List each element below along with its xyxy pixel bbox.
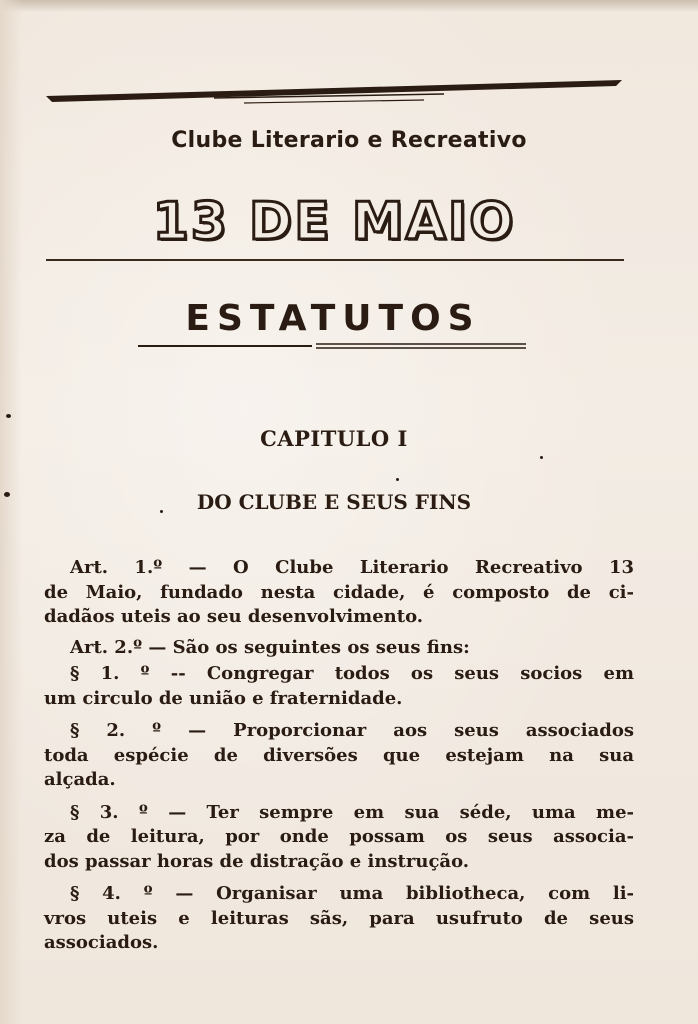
section-heading: DO CLUBE E SEUS FINS	[196, 490, 472, 514]
text-line: dos passar horas de distração e instrução.	[44, 850, 470, 872]
ink-speck	[160, 510, 163, 513]
text-line: za de leitura, por onde possam os seus associa-	[44, 826, 634, 847]
ink-speck	[396, 478, 399, 481]
paragraph-4	[44, 882, 634, 956]
document-title: ESTATUTOS	[185, 298, 481, 339]
header-divider	[46, 259, 624, 261]
text-line: § 4. º — Organisar uma bibliotheca, com li-	[70, 883, 634, 904]
ink-speck	[4, 492, 10, 497]
paragraph-3	[44, 801, 634, 875]
club-title: 13 DE MAIO	[152, 192, 516, 252]
ornamental-top-rule	[44, 76, 624, 110]
paper-top-edge	[0, 0, 698, 12]
text-line: alçada.	[44, 769, 116, 790]
text-line: § 1. º -- Congregar todos os seus socios em	[70, 663, 634, 684]
paragraph-2	[44, 719, 634, 793]
chapter-title: CAPITULO I	[260, 426, 408, 451]
ink-speck	[6, 414, 11, 418]
text-line: dadãos uteis ao seu desenvolvimento.	[44, 606, 424, 627]
text-line: § 3. º — Ter sempre em sua séde, uma me-	[70, 801, 634, 823]
text-line: associados.	[44, 932, 159, 953]
document-title-underline	[138, 343, 526, 349]
paragraph-1	[44, 662, 634, 711]
text-line: Art. 1.º — O Clube Literario Recreativo 13	[70, 557, 634, 578]
text-line: toda espécie de diversões que estejam na sua	[44, 744, 634, 766]
text-line: Art. 2.º — São os seguintes os seus fins:	[70, 636, 470, 658]
article-2	[44, 636, 634, 661]
text-line: de Maio, fundado nesta cidade, é composto de ci-	[44, 581, 634, 603]
ink-speck	[540, 456, 543, 459]
club-name: Clube Literario e Recreativo	[171, 128, 527, 153]
text-line: vros uteis e leituras sãs, para usufruto de seus	[44, 907, 634, 929]
article-1	[44, 556, 634, 630]
text-line: um circulo de união e fraternidade.	[44, 687, 403, 709]
text-line: § 2. º — Proporcionar aos seus associados	[70, 720, 634, 741]
statute-body	[44, 556, 634, 962]
